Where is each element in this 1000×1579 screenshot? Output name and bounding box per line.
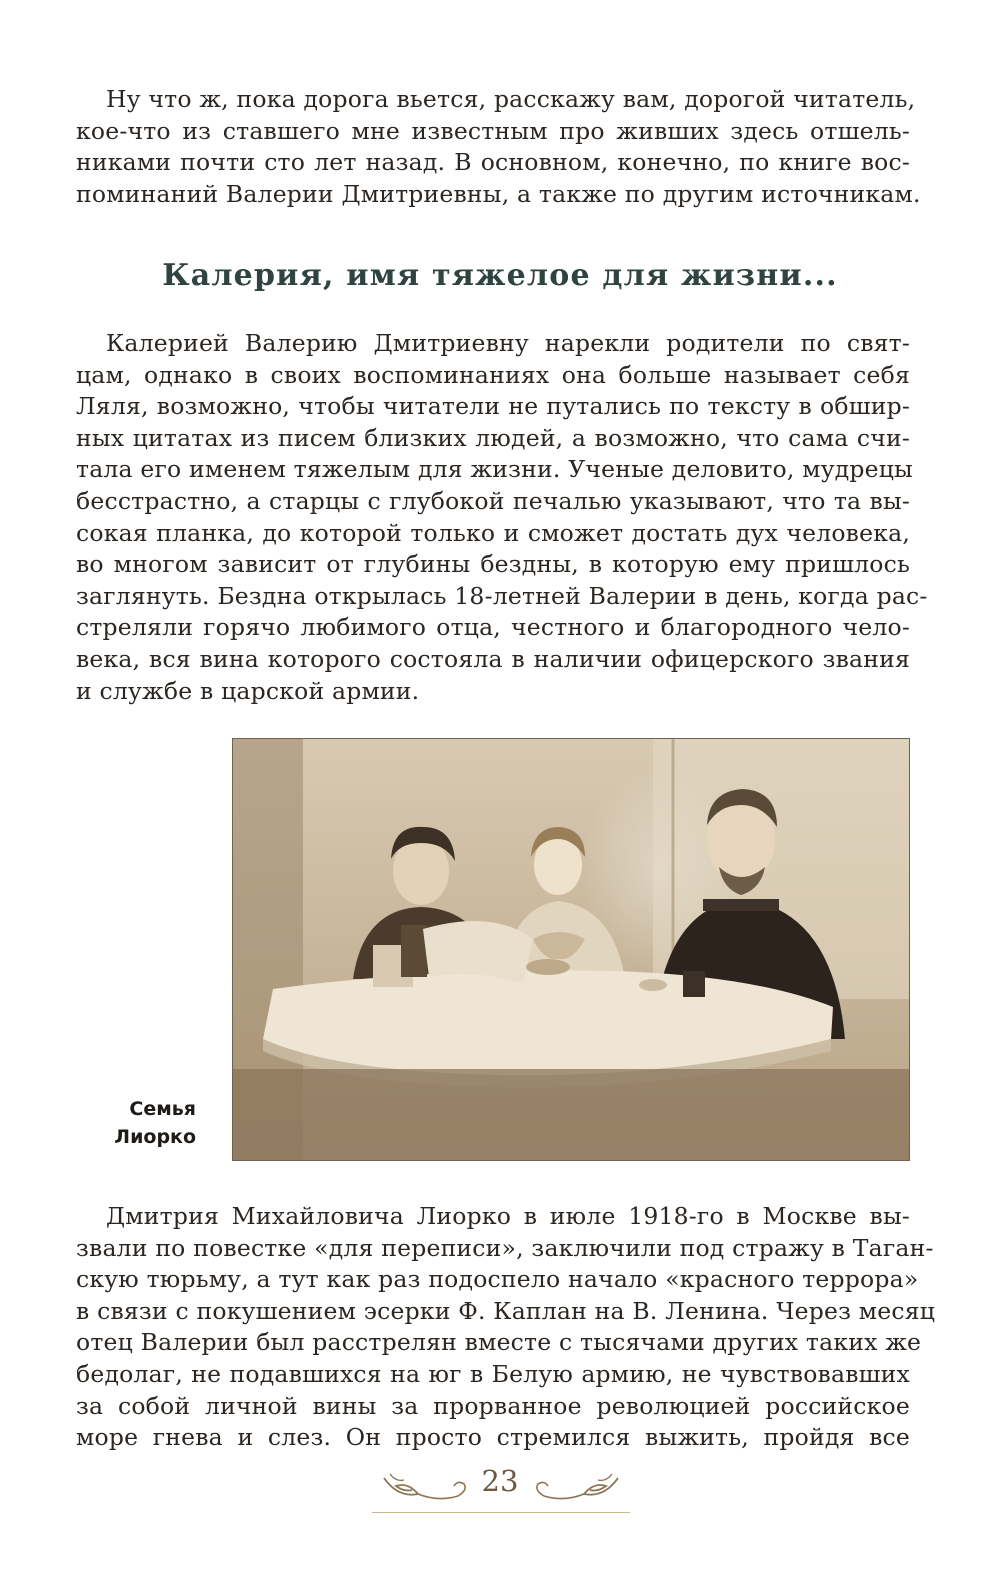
text-line: море гнева и слез. Он просто стремился выжить, пройдя все — [76, 1423, 910, 1452]
photo-illustration — [233, 739, 910, 1161]
text-line: заглянуть. Бездна открылась 18-летней Валерии в день, когда рас- — [76, 581, 928, 610]
text-line: кое-что из ставшего мне известным про живших здесь отшель- — [76, 116, 910, 145]
text-line: скую тюрьму, а тут как раз подоспело начало «красного террора» — [76, 1265, 919, 1294]
text-line: бедолаг, не подавшихся на юг в Белую армию, не чувствовавших — [76, 1359, 910, 1388]
right-flourish-icon — [504, 1468, 624, 1512]
family-photo — [232, 738, 910, 1161]
table-glass — [683, 971, 705, 997]
table-jar — [401, 925, 427, 977]
text-line: Ляля, возможно, чтобы читатели не путались по тексту в обшир- — [76, 392, 910, 421]
text-line: тала его именем тяжелым для жизни. Ученые деловито, мудрецы — [76, 455, 913, 484]
text-line: века, вся вина которого состояла в наличии офицерского звания — [76, 644, 910, 673]
section-heading: Калерия, имя тяжелое для жизни... — [162, 258, 838, 293]
intro-paragraph — [76, 84, 921, 210]
text-line: и службе в царской армии. — [76, 676, 420, 705]
photo-floor-shadow — [233, 1069, 910, 1161]
caption-line: Лиорко — [114, 1126, 196, 1148]
caption-line: Семья — [129, 1098, 196, 1120]
body-paragraph — [76, 328, 928, 707]
table-cup — [526, 959, 570, 975]
text-line: в связи с покушением эсерки Ф. Каплан на В. Ленина. Через месяц — [76, 1296, 936, 1325]
text-line: Дмитрия Михайловича Лиорко в июле 1918-го в Москве вы- — [106, 1202, 910, 1230]
text-line: ных цитатах из писем близких людей, а возможно, что сама счи- — [76, 423, 910, 452]
text-line: поминаний Валерии Дмитриевны, а также по другим источникам. — [76, 179, 921, 208]
text-line: за собой личной вины за прорванное революцией российское — [76, 1391, 910, 1420]
text-line: отец Валерии был расстрелян вместе с тысячами других таких же — [76, 1328, 922, 1357]
text-line: звали по повестке «для переписи», заключили под стражу в Таган- — [76, 1233, 934, 1262]
page-footer — [0, 1464, 1000, 1524]
text-line: стреляли горячо любимого отца, честного и благородного чело- — [76, 613, 910, 642]
footer-rule — [372, 1512, 630, 1513]
text-line: цам, однако в своих воспоминаниях она больше называет себя — [76, 360, 910, 389]
body-paragraph — [76, 1201, 936, 1454]
page-number: 23 — [481, 1464, 519, 1498]
text-line: бесстрастно, а старцы с глубокой печалью указывают, что та вы- — [76, 486, 910, 515]
text-line: Калерией Валерию Дмитриевну нарекли родители по свят- — [106, 329, 910, 357]
newspaper — [423, 921, 533, 983]
text-line: Ну что ж, пока дорога вьется, расскажу вам, дорогой читатель, — [106, 85, 916, 113]
photo-caption — [92, 1095, 196, 1151]
text-line: никами почти сто лет назад. В основном, конечно, по книге вос- — [76, 148, 910, 177]
text-line: во многом зависит от глубины бездны, в которую ему пришлось — [76, 550, 910, 579]
text-line: сокая планка, до которой только и сможет достать дух человека, — [76, 518, 910, 547]
